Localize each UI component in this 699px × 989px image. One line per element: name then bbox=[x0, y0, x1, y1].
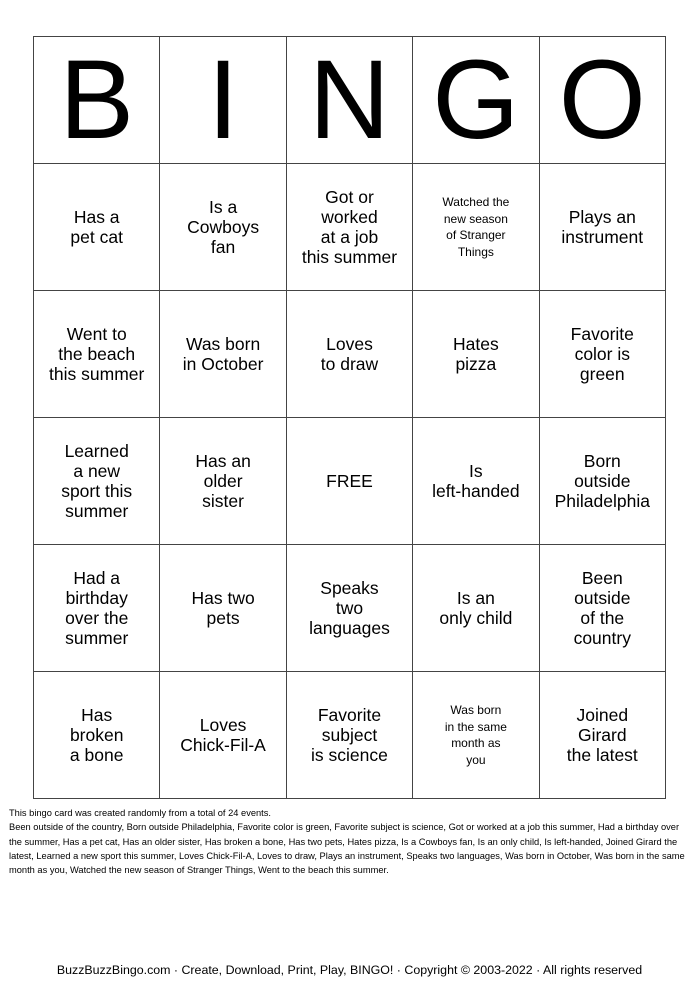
bingo-cell: Was born in the same month as you bbox=[413, 672, 539, 799]
bingo-cell: Has a pet cat bbox=[34, 164, 160, 291]
bingo-cell: Loves to draw bbox=[286, 291, 412, 418]
bingo-cell: Been outside of the country bbox=[539, 545, 665, 672]
bingo-cell: Favorite color is green bbox=[539, 291, 665, 418]
header-row bbox=[34, 37, 666, 164]
bingo-cell: Favorite subject is science bbox=[286, 672, 412, 799]
bingo-cell: Learned a new sport this summer bbox=[34, 418, 160, 545]
card-row bbox=[34, 672, 666, 799]
card-row bbox=[34, 418, 666, 545]
header-letter: O bbox=[539, 37, 665, 164]
bingo-card bbox=[33, 36, 666, 799]
header-letter: G bbox=[413, 37, 539, 164]
bingo-cell: Is an only child bbox=[413, 545, 539, 672]
card-row bbox=[34, 164, 666, 291]
header-letter: B bbox=[34, 37, 160, 164]
card-row bbox=[34, 291, 666, 418]
free-space: FREE bbox=[286, 418, 412, 545]
bingo-cell: Watched the new season of Stranger Things bbox=[413, 164, 539, 291]
bingo-cell: Had a birthday over the summer bbox=[34, 545, 160, 672]
card-info bbox=[9, 806, 693, 877]
bingo-cell: Has two pets bbox=[160, 545, 286, 672]
bingo-cell: Plays an instrument bbox=[539, 164, 665, 291]
info-summary: This bingo card was created randomly from a total of 24 events. bbox=[9, 808, 271, 818]
bingo-cell: Is left-handed bbox=[413, 418, 539, 545]
bingo-cell: Loves Chick-Fil-A bbox=[160, 672, 286, 799]
bingo-cell: Speaks two languages bbox=[286, 545, 412, 672]
card-row bbox=[34, 545, 666, 672]
bingo-cell: Born outside Philadelphia bbox=[539, 418, 665, 545]
info-event-list: Been outside of the country, Born outside Philadelphia, Favorite color is green, Favorite subject is science, Got or worked at a job this summer, Had a birthday over the summer, Has a pet cat, Has an older sister, Has broken a bone, Has two pets, Hates pizza, Is a Cowboys fan, Is an only child, Is left-handed, Joined Girard the latest, Learned a new sport this summer, Loves Chick-Fil-A, Loves to draw, Plays an instrument, Speaks two languages, Was born in October, Was born in the same month as you, Watched the new season of Stranger Things, Went to the beach this summer. bbox=[9, 822, 685, 876]
bingo-cell: Was born in October bbox=[160, 291, 286, 418]
bingo-cell: Hates pizza bbox=[413, 291, 539, 418]
footer-copyright: BuzzBuzzBingo.com · Create, Download, Print, Play, BINGO! · Copyright © 2003-2022 · All rights reserved bbox=[56, 963, 643, 977]
bingo-cell: Went to the beach this summer bbox=[34, 291, 160, 418]
header-letter: N bbox=[286, 37, 412, 164]
bingo-cell: Got or worked at a job this summer bbox=[286, 164, 412, 291]
bingo-cell: Has an older sister bbox=[160, 418, 286, 545]
bingo-cell: Has broken a bone bbox=[34, 672, 160, 799]
bingo-cell: Joined Girard the latest bbox=[539, 672, 665, 799]
bingo-cell: Is a Cowboys fan bbox=[160, 164, 286, 291]
header-letter: I bbox=[160, 37, 286, 164]
